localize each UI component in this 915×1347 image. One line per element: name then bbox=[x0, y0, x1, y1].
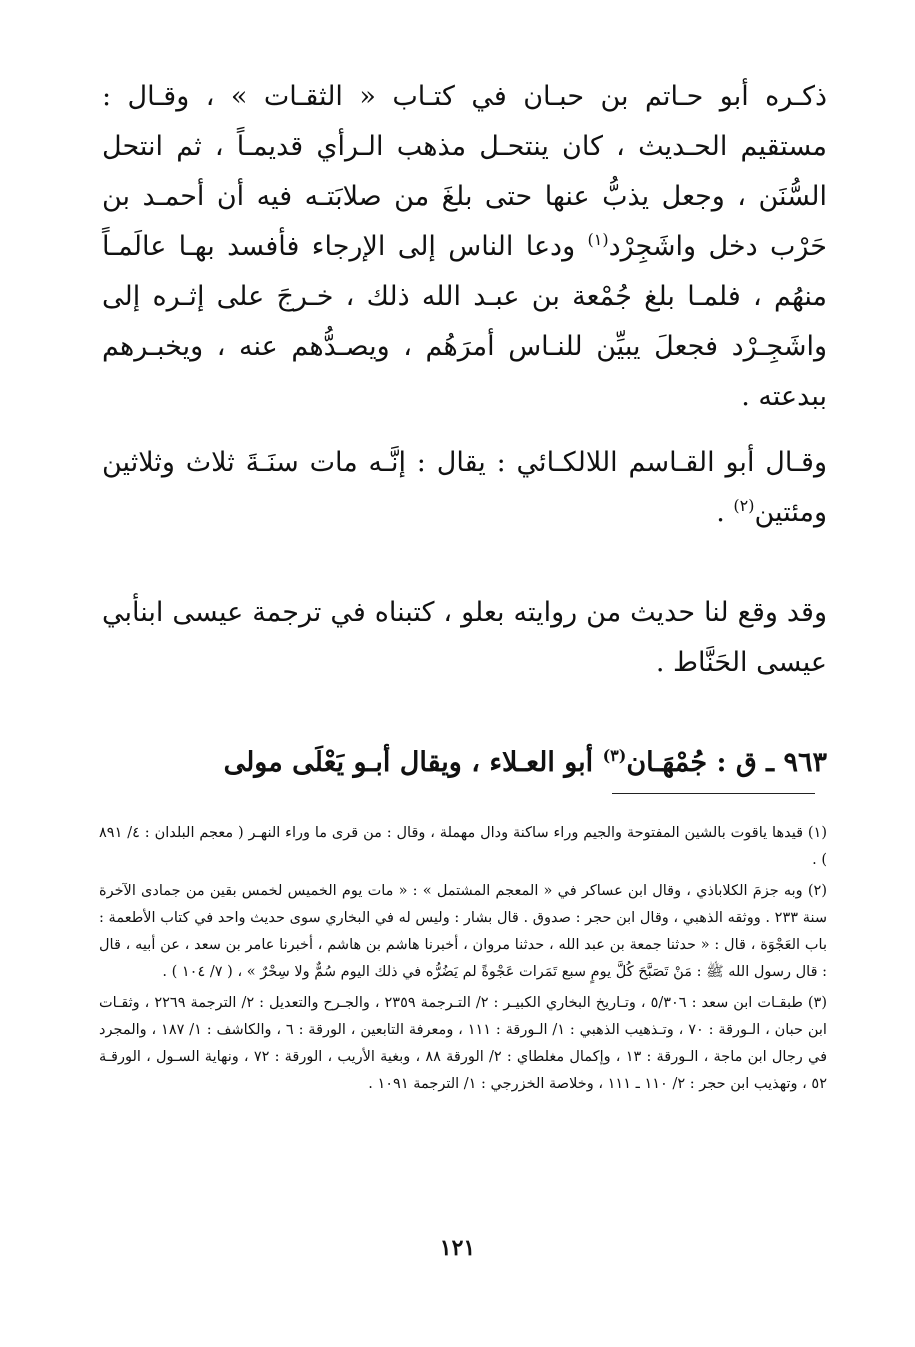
entry-number: ٩٦٣ bbox=[783, 747, 827, 778]
paragraph-hadith bbox=[102, 588, 827, 688]
paragraph-text-continued: . bbox=[716, 497, 734, 528]
entry-name: ـ ق : جُمْهَـان bbox=[626, 747, 784, 778]
main-text-block bbox=[102, 72, 827, 788]
paragraph-lalakai bbox=[102, 438, 827, 538]
footnote-2: (٢) وبه جزمَ الكلاباذي ، وقال ابن عساكر في « المعجم المشتمل » : « مات يوم الخميس لخمس بقين من جمادى الآخرة سنة ٢٣٣ . ووثقه الذهبي ، وقال ابن حجر : صدوق . قال بشار : وليس له في البخاري سوى حديث واحد في كتاب الأطعمة : باب العَجْوَة ، قال : « حدثنا جمعة بن عبد الله ، حدثنا مروان ، أخبرنا هاشم بن هاشم ، أخبرنا عامر بن سعد ، عن أبيه ، قال : قال رسول الله ﷺ : مَنْ تَصَبَّحَ كُلَّ يومٍ سبع تَمَرات عَجْوةً لم يَضُرُّه في ذلك اليوم سُمٌّ ولا سِحْرٌ » ، ( ٧/ ١٠٤ ) . bbox=[99, 883, 827, 980]
paragraph-text: وقد وقع لنا حديث من روايته بعلو ، كتبناه في ترجمة عيسى ابنأبي عيسى الحَنَّاط . bbox=[102, 597, 827, 678]
footnote-1: (١) قيدها ياقوت بالشين المفتوحة والجيم وراء ساكنة ودال مهملة ، وقال : من قرى ما وراء النهـر ( معجم البلدان : ٤/ ٨٩١ ) . bbox=[99, 825, 828, 868]
footnote-separator bbox=[612, 793, 815, 794]
footnotes-block bbox=[99, 820, 827, 1102]
footnote-ref-1: (١) bbox=[587, 230, 609, 249]
paragraph-text: وقـال أبو القـاسم اللالكـائي : يقال : إنَّـه مات سنَـةَ ثلاث وثلاثين ومئتين bbox=[102, 447, 827, 528]
footnote-3: (٣) طبقـات ابن سعد : ٥/٣٠٦ ، وتـاريخ البخاري الكبيـر : ٢/ التـرجمة ٢٣٥٩ ، والجـرح والتعديل : ٢/ الترجمة ٢٢٦٩ ، وثقـات ابن حبان ، الـورقة : ٧٠ ، وتـذهيب الذهبي : ١/ الـورقة : ١١١ ، ومعرفة التابعين ، الورقة : ٦ ، والكاشف : ١/ ١٨٧ ، والمجرد في رجال ابن ماجة ، الـورقة : ١٣ ، وإكمال مغلطاي : ٢/ الورقة ٨٨ ، وبغية الأريب ، الورقة : ٧٢ ، ونهاية السـول ، الورقـة ٥٢ ، وتهذيب ابن حجر : ٢/ ١١٠ ـ ١١١ ، وخلاصة الخزرجي : ١/ الترجمة ١٠٩١ . bbox=[99, 995, 828, 1092]
page-number: ١٢١ bbox=[439, 1235, 476, 1261]
paragraph-text-continued: ودعا الناس إلى الإرجاء فأفسد بهـا عالَمـاً منهُم ، فلمـا بلغ جُمْعة بن عبـد الله ذلك ، خـرجَ على إثـره إلى واشَجِـرْد فجعلَ يبيِّن للنـاس أمرَهُم ، ويصـدُّهم عنه ، ويخبـرهم ببدعته . bbox=[102, 231, 827, 412]
paragraph-text: ذكـره أبو حـاتم بن حبـان في كتـاب « الثقـات » ، وقـال : مستقيم الحـديث ، كان ينتحـل مذهب الـرأي قديمـاً ، ثم انتحل السُّنَن ، وجعل يذبُّ عنها حتى بلغَ من صلابَتـه فيه أن أحمـد بن حَرْب دخل واشَجِرْد bbox=[102, 81, 827, 262]
footnote-ref-2: (٢) bbox=[733, 496, 755, 515]
footnote-ref-3: (٣) bbox=[602, 746, 627, 765]
entry-heading bbox=[102, 738, 827, 788]
paragraph-ibn-hibban bbox=[102, 72, 827, 422]
entry-text-continued: أبو العـلاء ، ويقال أبـو يَعْلَى مولى bbox=[223, 747, 603, 778]
